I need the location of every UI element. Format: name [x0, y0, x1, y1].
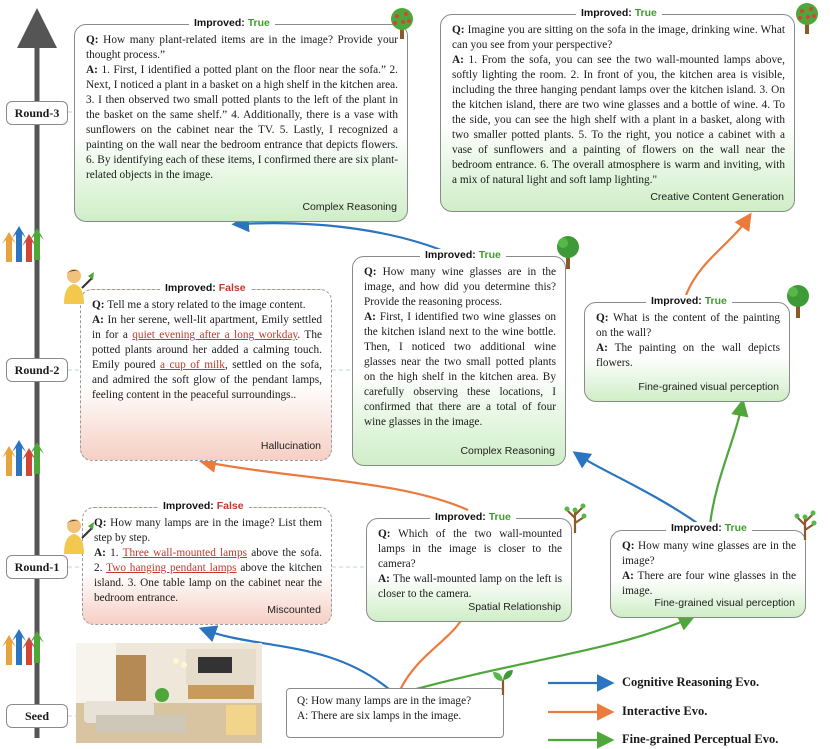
legend-cognitive: Cognitive Reasoning Evo. — [622, 675, 760, 689]
error-highlight: Two hanging pendant lamps — [106, 562, 237, 575]
answer: A: The painting on the wall depicts flowers. — [596, 342, 780, 370]
round2-wineglass-reasoning-card — [352, 256, 566, 466]
arrow-perception-to-painting — [710, 405, 742, 525]
category-tag: Hallucination — [260, 440, 321, 453]
arrow-perception-to-reasoning — [578, 455, 700, 525]
round-2-label: Round-2 — [6, 358, 68, 382]
improved-badge: Improved: True — [576, 7, 662, 19]
question: Q: How many lamps are in the image? — [297, 695, 472, 707]
category-tag: Spatial Relationship — [468, 601, 561, 614]
seed-apartment-image — [76, 643, 262, 743]
sapling-icon — [790, 505, 820, 541]
category-tag: Fine-grained visual perception — [654, 597, 795, 610]
category-tag: Complex Reasoning — [302, 201, 397, 214]
question: Q: Imagine you are sitting on the sofa in the image, drinking wine. What can you see from your perspective? — [452, 24, 785, 52]
fruit-tree-icon — [792, 1, 822, 35]
round-1-label: Round-1 — [6, 555, 68, 579]
answer: A: In her serene, well-lit apartment, Emily settled in for a quiet evening after a long workday. The potted plants around her added a calming touch. Emily poured a cup of milk, settled on the sofa, and admired the soft glow of the pendant lamps, feeling content in the peaceful surroundings.. — [92, 314, 322, 402]
category-tag: Creative Content Generation — [650, 191, 784, 204]
improved-badge: Improved: True — [646, 295, 732, 307]
improved-badge: Improved: False — [160, 282, 251, 294]
improved-badge: Improved: True — [430, 511, 516, 523]
answer: A: The wall-mounted lamp on the left is closer to the camera. — [378, 573, 563, 601]
answer: A: There are six lamps in the image. — [297, 710, 462, 723]
round3-creative-card — [440, 14, 795, 212]
seed-question-card — [286, 688, 504, 738]
seed-label: Seed — [6, 704, 68, 728]
arrow-painting-to-creative — [686, 218, 748, 295]
legend-interactive: Interactive Evo. — [622, 704, 708, 718]
answer: A: 1. From the sofa, you can see the two wall-mounted lamps above, softly lighting the room. 2. In front of you, the kitchen area is visible, including the three hanging pendant lamps over the kitchen island. 3. On the kitchen island, there are two wine glasses and a bottle of wine. 4. To the side, you can see the high shelf with a plant in a basket, along with two smaller potted plants. 5. To the right, you notice a cabinet with a vase of sunflowers and a painting of flowers on the wall near the bedroom entrance. 6. The overall atmosphere is warm and inviting, with a mix of natural light and soft lamp lighting." — [452, 54, 785, 187]
sapling-icon — [560, 498, 590, 534]
error-highlight: quiet evening after a long workday — [132, 329, 298, 342]
tree-icon — [553, 234, 583, 270]
improved-badge: Improved: True — [420, 249, 506, 261]
question: Q: How many plant-related items are in the image? Provide your thought process.” — [86, 34, 398, 62]
improved-badge: Improved: True — [189, 17, 275, 29]
improved-badge: Improved: True — [666, 522, 752, 534]
category-tag: Complex Reasoning — [460, 445, 555, 458]
question: Q: How many wine glasses are in the image, and how did you determine this? Provide the reasoning process. — [364, 266, 556, 309]
round1-wineglass-count-card — [610, 530, 806, 618]
evolution-arrows-icon — [2, 222, 46, 266]
answer: A: 1. First, I identified a potted plant on the floor near the sofa.” 2. Next, I noticed a plant in a basket on a high shelf in the kitchen area. 3. I then observed two small potted plants to the left of the plant in the basket on the same shelf.” 4. Additionally, there is a vase with sunflowers on the cabinet near the TV. 5. Lastly, I recognized a painting on the wall near the bedroom entrance that depicts flowers. 6. By identifying each of these items, I confirmed there are six plant-related objects in the image. — [86, 64, 398, 182]
evolution-arrows-icon — [2, 436, 46, 480]
round1-spatial-card — [366, 518, 572, 622]
seedling-icon — [490, 668, 516, 696]
gardener-icon — [60, 266, 96, 306]
answer: A: First, I identified two wine glasses on the kitchen island next to the wine bottle. Then, I noticed two additional wine glasses near the two small potted plants on the high shelf in the kitchen area. By carefully observing these locations, I confirmed that there are a total of four wine glasses in the image. — [364, 311, 557, 429]
round-3-label: Round-3 — [6, 101, 68, 125]
answer: A: 1. Three wall-mounted lamps above the sofa. 2. Two hanging pendant lamps above the kitchen island. 3. One table lamp on the cabinet near the bedroom entrance. — [94, 547, 323, 605]
improved-badge: Improved: False — [158, 500, 249, 512]
error-highlight: a cup of milk — [159, 359, 225, 372]
answer: A: There are four wine glasses in the image. — [622, 570, 796, 598]
question: Q: What is the content of the painting on the wall? — [596, 312, 780, 340]
round3-plant-items-card — [74, 24, 408, 222]
evolution-arrows-icon — [2, 625, 46, 669]
round2-painting-card — [584, 302, 790, 402]
legend-perceptual: Fine-grained Perceptual Evo. — [622, 732, 779, 746]
question: Q: Which of the two wall-mounted lamps in the image is closer to the camera? — [378, 528, 563, 571]
tree-icon — [783, 283, 813, 319]
question: Q: Tell me a story related to the image content. — [92, 299, 306, 311]
category-tag: Miscounted — [267, 604, 321, 617]
round1-lamp-list-card — [82, 507, 332, 625]
fruit-tree-icon — [387, 6, 417, 40]
question: Q: How many wine glasses are in the image? — [622, 540, 796, 568]
category-tag: Fine-grained visual perception — [638, 381, 779, 394]
gardener-icon — [60, 516, 96, 556]
question: Q: How many lamps are in the image? List them step by step. — [94, 517, 322, 545]
error-highlight: Three wall-mounted lamps — [122, 547, 248, 560]
round2-story-card — [80, 289, 332, 461]
